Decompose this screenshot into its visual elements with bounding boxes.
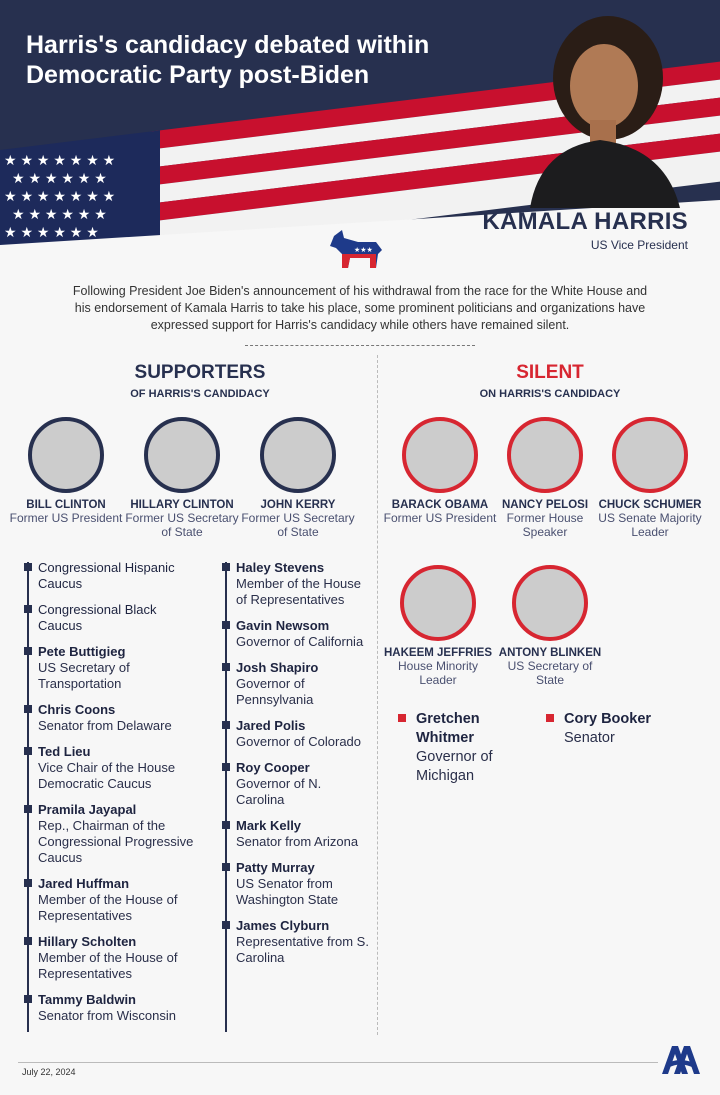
svg-text:★★★: ★★★	[354, 247, 373, 254]
person-name: JOHN KERRY	[260, 499, 336, 511]
list-item: Mark Kelly Senator from Arizona	[222, 818, 372, 850]
list-item: Roy Cooper Governor of N. Carolina	[222, 760, 372, 808]
svg-text:★ ★ ★ ★ ★ ★: ★ ★ ★ ★ ★ ★	[4, 224, 99, 240]
hero-title: US Vice President	[590, 238, 688, 252]
bullet-icon	[222, 721, 230, 729]
avatar	[512, 565, 588, 641]
person-role: US Senate Majority Leader	[598, 511, 702, 539]
person-name: ANTONY BLINKEN	[498, 647, 602, 659]
featured-supporter	[124, 417, 240, 539]
svg-text:★ ★ ★ ★ ★ ★: ★ ★ ★ ★ ★ ★	[12, 170, 107, 186]
bullet-icon	[24, 937, 32, 945]
avatar	[144, 417, 220, 493]
person-role: House Minority Leader	[397, 659, 479, 687]
featured-supporter	[8, 417, 124, 525]
supporters-subtitle: OF HARRIS'S CANDIDACY	[130, 388, 270, 400]
hero-name-block	[482, 208, 688, 252]
svg-text:★ ★ ★ ★ ★ ★: ★ ★ ★ ★ ★ ★	[12, 206, 107, 222]
avatar	[612, 417, 688, 493]
svg-text:★ ★ ★ ★ ★ ★ ★: ★ ★ ★ ★ ★ ★ ★	[4, 152, 116, 168]
hero-name: KAMALA HARRIS	[482, 208, 688, 235]
supporters-title: SUPPORTERS	[134, 362, 266, 383]
bullet-icon	[24, 647, 32, 655]
list-item: Chris Coons Senator from Delaware	[24, 702, 204, 734]
bullet-icon	[398, 714, 406, 722]
silent-list-item: Gretchen Whitmer Governor of Michigan	[398, 710, 508, 786]
person-name: HILLARY CLINTON	[130, 499, 234, 511]
list-item: Jared Polis Governor of Colorado	[222, 718, 372, 750]
silent-title: SILENT	[516, 362, 584, 383]
bullet-icon	[24, 805, 32, 813]
featured-silent	[380, 565, 496, 687]
featured-silent	[492, 565, 608, 687]
featured-silent	[592, 417, 708, 539]
list-item: Pramila Jayapal Rep., Chairman of the Congressional Progressive Caucus	[24, 802, 204, 866]
bullet-icon	[24, 563, 32, 571]
intro-paragraph: Following President Joe Biden's announcement of his withdrawal from the race for the White House and his endorsement of Kamala Harris to take his place, some prominent politicians and organizations have expressed support for Harris's candidacy while others have remained silent.	[72, 284, 648, 332]
bullet-icon	[222, 921, 230, 929]
silent-heading	[440, 362, 660, 400]
list-item: Ted Lieu Vice Chair of the House Democratic Caucus	[24, 744, 204, 792]
bullet-icon	[222, 863, 230, 871]
footer-divider	[18, 1062, 658, 1063]
bullet-icon	[24, 705, 32, 713]
person-role: Former US Secretary of State	[241, 511, 355, 539]
person-name: NANCY PELOSI	[501, 499, 589, 511]
person-name: HAKEEM JEFFRIES	[384, 647, 492, 659]
bullet-icon	[222, 663, 230, 671]
person-name: BARACK OBAMA	[391, 499, 489, 511]
silent-subtitle: ON HARRIS'S CANDIDACY	[479, 388, 621, 400]
bullet-icon	[222, 763, 230, 771]
date-label: July 22, 2024	[22, 1067, 76, 1077]
avatar	[400, 565, 476, 641]
svg-text:★ ★ ★ ★ ★ ★ ★: ★ ★ ★ ★ ★ ★ ★	[4, 188, 116, 204]
avatar	[260, 417, 336, 493]
bullet-icon	[24, 995, 32, 1003]
bullet-icon	[24, 879, 32, 887]
list-item: Patty Murray US Senator from Washington State	[222, 860, 372, 908]
person-role: Former US President	[9, 511, 123, 525]
list-item: Jared Huffman Member of the House of Representatives	[24, 876, 204, 924]
aa-logo-icon	[660, 1042, 700, 1076]
list-item: Hillary Scholten Member of the House of Representatives	[24, 934, 204, 982]
bullet-icon	[222, 563, 230, 571]
featured-silent	[487, 417, 603, 539]
avatar	[402, 417, 478, 493]
list-item: Pete Buttigieg US Secretary of Transportation	[24, 644, 204, 692]
bullet-icon	[222, 821, 230, 829]
person-name: BILL CLINTON	[26, 499, 106, 511]
person-role: Former US Secretary of State	[125, 511, 239, 539]
silent-list-item: Cory Booker Senator	[546, 710, 676, 748]
supporters-list-2	[222, 560, 372, 976]
list-item: James Clyburn Representative from S. Carolina	[222, 918, 372, 966]
list-item: Josh Shapiro Governor of Pennsylvania	[222, 660, 372, 708]
avatar	[28, 417, 104, 493]
list-item: Gavin Newsom Governor of California	[222, 618, 372, 650]
person-role: US Secretary of State	[507, 659, 593, 687]
democratic-donkey-icon	[328, 228, 384, 278]
bullet-icon	[24, 605, 32, 613]
list-item: Congressional Black Caucus	[24, 602, 204, 634]
bullet-icon	[222, 621, 230, 629]
column-separator	[377, 355, 378, 1035]
kamala-harris-portrait	[500, 8, 700, 208]
page-title: Harris's candidacy debated within Democratic Party post-Biden	[26, 31, 430, 89]
person-role: Former US President	[383, 511, 497, 525]
bullet-icon	[546, 714, 554, 722]
list-item: Haley Stevens Member of the House of Representatives	[222, 560, 372, 608]
person-name: CHUCK SCHUMER	[598, 499, 702, 511]
avatar	[507, 417, 583, 493]
list-item: Tammy Baldwin Senator from Wisconsin	[24, 992, 204, 1024]
supporters-heading	[90, 362, 310, 400]
person-role: Former House Speaker	[506, 511, 584, 539]
featured-supporter	[240, 417, 356, 539]
divider	[245, 345, 475, 346]
list-item: Congressional Hispanic Caucus	[24, 560, 204, 592]
featured-silent	[382, 417, 498, 525]
bullet-icon	[24, 747, 32, 755]
supporters-list-1	[24, 560, 204, 1034]
